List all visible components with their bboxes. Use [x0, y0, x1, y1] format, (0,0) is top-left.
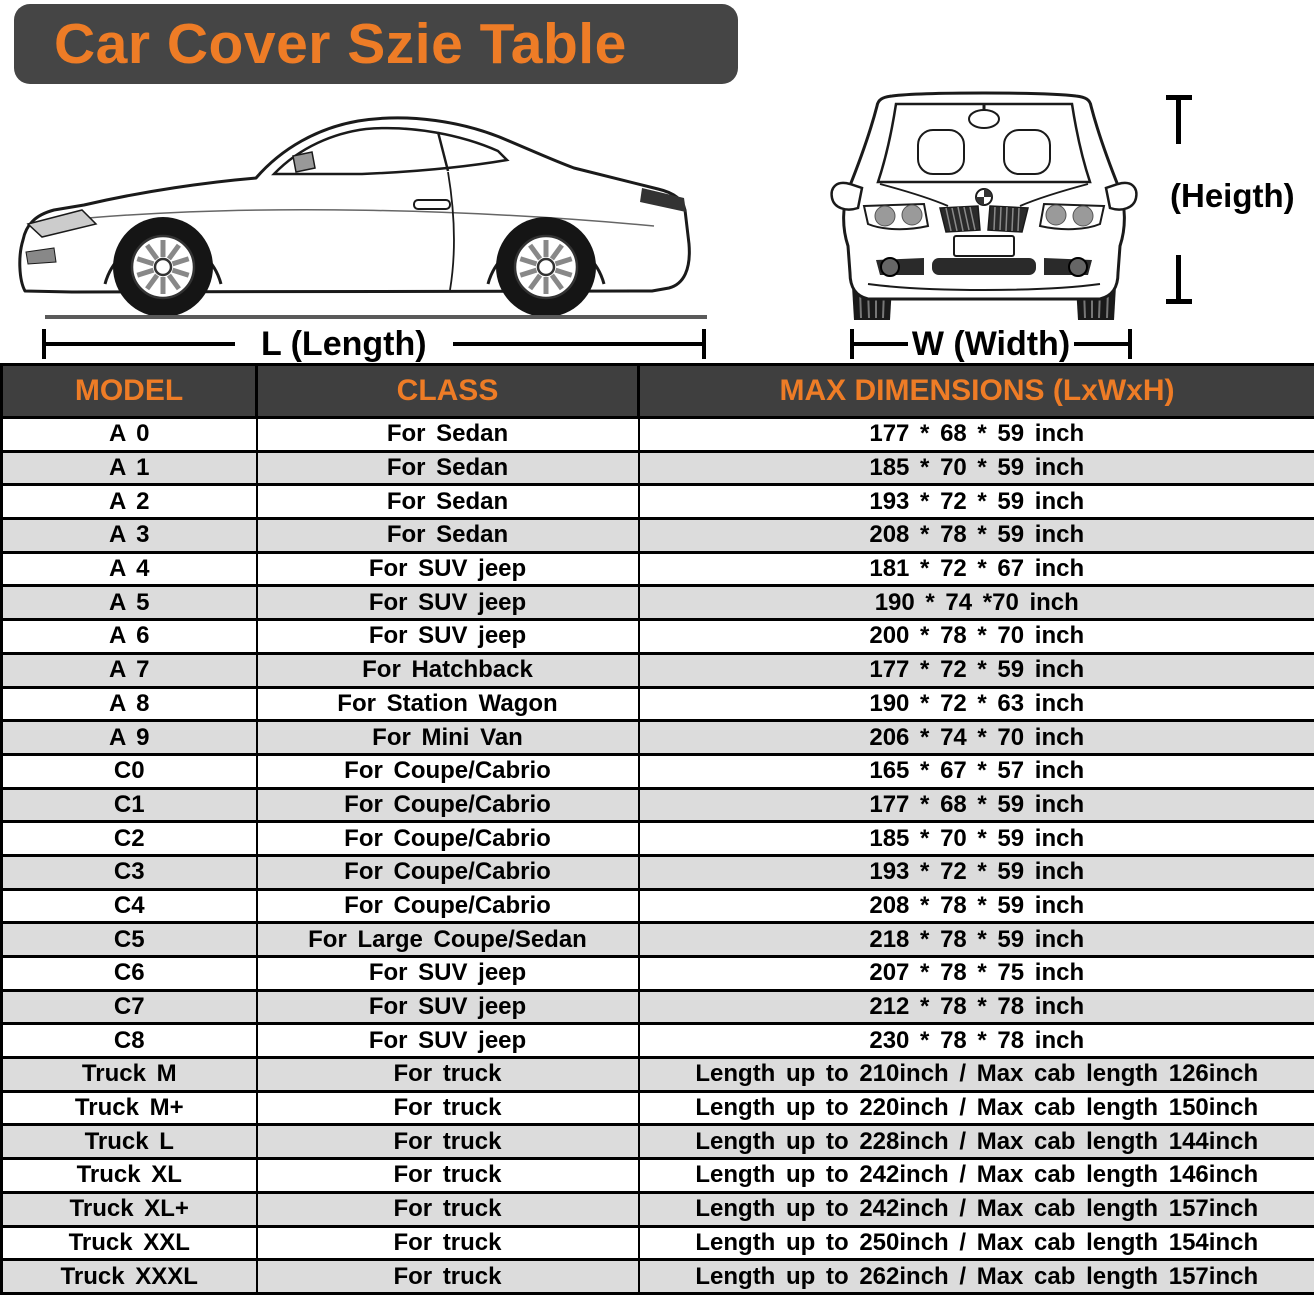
table-row	[2, 620, 1314, 654]
model-cell: Truck L	[2, 1125, 257, 1159]
table-row	[2, 1125, 1314, 1159]
model-cell: C3	[2, 855, 257, 889]
table-row	[2, 451, 1314, 485]
model-cell: A 5	[2, 586, 257, 620]
dimensions-cell: 185 * 70 * 59 inch	[639, 451, 1314, 485]
model-cell: Truck M	[2, 1058, 257, 1092]
dimensions-cell: 193 * 72 * 59 inch	[639, 855, 1314, 889]
model-cell: Truck XL	[2, 1159, 257, 1193]
size-table-body	[2, 418, 1314, 1294]
model-cell: A 7	[2, 653, 257, 687]
dimensions-cell: 200 * 78 * 70 inch	[639, 620, 1314, 654]
dimensions-cell: 208 * 78 * 59 inch	[639, 889, 1314, 923]
dimension-line	[453, 342, 702, 346]
class-cell: For SUV jeep	[257, 1024, 639, 1058]
page-title: Car Cover Szie Table	[54, 12, 627, 76]
width-label: W (Width)	[911, 324, 1071, 363]
class-cell: For truck	[257, 1091, 639, 1125]
dimension-line	[1176, 255, 1181, 299]
model-cell: A 6	[2, 620, 257, 654]
table-row	[2, 990, 1314, 1024]
dimensions-cell: Length up to 220inch / Max cab length 150inch	[639, 1091, 1314, 1125]
dimensions-cell: 212 * 78 * 78 inch	[639, 990, 1314, 1024]
class-cell: For truck	[257, 1226, 639, 1260]
model-cell: C4	[2, 889, 257, 923]
height-dimension	[1166, 90, 1296, 304]
table-row	[2, 1260, 1314, 1294]
dimensions-cell: 181 * 72 * 67 inch	[639, 552, 1314, 586]
model-cell: C1	[2, 788, 257, 822]
table-row	[2, 1159, 1314, 1193]
class-cell: For Station Wagon	[257, 687, 639, 721]
model-cell: A 9	[2, 721, 257, 755]
dimension-line	[854, 342, 908, 346]
table-row	[2, 586, 1314, 620]
class-cell: For Large Coupe/Sedan	[257, 923, 639, 957]
table-row	[2, 788, 1314, 822]
class-cell: For truck	[257, 1159, 639, 1193]
table-row	[2, 418, 1314, 452]
model-cell: A 8	[2, 687, 257, 721]
table-row	[2, 889, 1314, 923]
class-cell: For SUV jeep	[257, 552, 639, 586]
ground-line	[45, 315, 707, 319]
dimensions-cell: Length up to 228inch / Max cab length 144inch	[639, 1125, 1314, 1159]
class-cell: For Coupe/Cabrio	[257, 788, 639, 822]
class-cell: For SUV jeep	[257, 586, 639, 620]
dimensions-cell: Length up to 250inch / Max cab length 154inch	[639, 1226, 1314, 1260]
model-cell: Truck XXXL	[2, 1260, 257, 1294]
size-table	[0, 363, 1314, 1295]
class-cell: For SUV jeep	[257, 990, 639, 1024]
dimensions-cell: 165 * 67 * 57 inch	[639, 754, 1314, 788]
table-row	[2, 957, 1314, 991]
dimensions-cell: 190 * 74 *70 inch	[639, 586, 1314, 620]
dimension-line	[1074, 342, 1128, 346]
model-cell: Truck XL+	[2, 1192, 257, 1226]
dimensions-cell: Length up to 262inch / Max cab length 157inch	[639, 1260, 1314, 1294]
class-cell: For Coupe/Cabrio	[257, 889, 639, 923]
class-cell: For Hatchback	[257, 653, 639, 687]
class-cell: For Coupe/Cabrio	[257, 822, 639, 856]
class-cell: For Sedan	[257, 418, 639, 452]
table-row	[2, 1091, 1314, 1125]
size-table-header	[2, 365, 1314, 418]
table-row	[2, 653, 1314, 687]
model-cell: C0	[2, 754, 257, 788]
dimensions-cell: Length up to 210inch / Max cab length 126inch	[639, 1058, 1314, 1092]
class-cell: For truck	[257, 1192, 639, 1226]
model-cell: A 2	[2, 485, 257, 519]
dimensions-cell: 193 * 72 * 59 inch	[639, 485, 1314, 519]
model-cell: C6	[2, 957, 257, 991]
class-cell: For SUV jeep	[257, 620, 639, 654]
table-row	[2, 1024, 1314, 1058]
height-label: (Heigth)	[1170, 177, 1295, 214]
class-cell: For Coupe/Cabrio	[257, 754, 639, 788]
dimension-tick	[1166, 299, 1192, 304]
table-row	[2, 1226, 1314, 1260]
car-front-view-illustration	[828, 88, 1140, 323]
model-cell: A 4	[2, 552, 257, 586]
class-cell: For truck	[257, 1058, 639, 1092]
class-cell: For Sedan	[257, 451, 639, 485]
header-model: MODEL	[2, 365, 257, 418]
class-cell: For Coupe/Cabrio	[257, 855, 639, 889]
table-row	[2, 1192, 1314, 1226]
class-cell: For truck	[257, 1125, 639, 1159]
model-cell: Truck XXL	[2, 1226, 257, 1260]
class-cell: For truck	[257, 1260, 639, 1294]
table-row	[2, 485, 1314, 519]
dimensions-cell: 218 * 78 * 59 inch	[639, 923, 1314, 957]
table-row	[2, 552, 1314, 586]
model-cell: A 3	[2, 519, 257, 553]
title-badge	[14, 4, 738, 84]
model-cell: C7	[2, 990, 257, 1024]
class-cell: For SUV jeep	[257, 957, 639, 991]
table-row	[2, 923, 1314, 957]
table-row	[2, 519, 1314, 553]
model-cell: C5	[2, 923, 257, 957]
dimensions-cell: 208 * 78 * 59 inch	[639, 519, 1314, 553]
class-cell: For Sedan	[257, 519, 639, 553]
dimensions-cell: Length up to 242inch / Max cab length 146inch	[639, 1159, 1314, 1193]
class-cell: For Mini Van	[257, 721, 639, 755]
table-row	[2, 687, 1314, 721]
model-cell: Truck M+	[2, 1091, 257, 1125]
dimensions-cell: 177 * 68 * 59 inch	[639, 418, 1314, 452]
header-class: CLASS	[257, 365, 639, 418]
dimensions-cell: 206 * 74 * 70 inch	[639, 721, 1314, 755]
table-row	[2, 855, 1314, 889]
car-side-view-illustration	[12, 94, 712, 320]
dimensions-cell: 177 * 68 * 59 inch	[639, 788, 1314, 822]
header-max-dimensions: MAX DIMENSIONS (LxWxH)	[639, 365, 1314, 418]
dimensions-cell: 185 * 70 * 59 inch	[639, 822, 1314, 856]
table-row	[2, 754, 1314, 788]
dimension-line	[46, 342, 235, 346]
dimensions-cell: Length up to 242inch / Max cab length 157inch	[639, 1192, 1314, 1226]
model-cell: A 1	[2, 451, 257, 485]
dimension-tick	[1128, 329, 1132, 359]
model-cell: C8	[2, 1024, 257, 1058]
dimensions-cell: 230 * 78 * 78 inch	[639, 1024, 1314, 1058]
dimension-tick	[702, 329, 706, 359]
model-cell: C2	[2, 822, 257, 856]
table-row	[2, 822, 1314, 856]
dimensions-cell: 207 * 78 * 75 inch	[639, 957, 1314, 991]
table-row	[2, 721, 1314, 755]
width-dimension	[850, 324, 1132, 363]
length-label: L (Length)	[261, 324, 427, 363]
dimensions-cell: 190 * 72 * 63 inch	[639, 687, 1314, 721]
dimension-line	[1176, 100, 1181, 144]
dimensions-cell: 177 * 72 * 59 inch	[639, 653, 1314, 687]
model-cell: A 0	[2, 418, 257, 452]
length-dimension	[42, 324, 706, 363]
table-row	[2, 1058, 1314, 1092]
class-cell: For Sedan	[257, 485, 639, 519]
